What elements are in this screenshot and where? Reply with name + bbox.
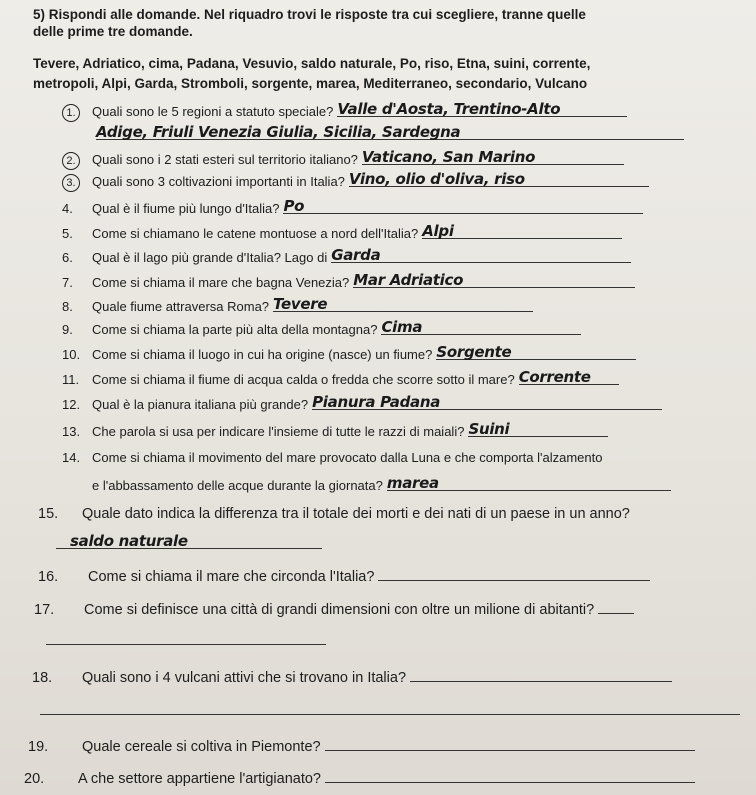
answer-line[interactable] [46,630,326,645]
handwritten-answer: Alpi [422,222,454,240]
question-number: 11. [62,372,80,387]
question-text: Quali sono i 4 vulcani attivi che si trovano in Italia? [82,670,407,686]
answer-line[interactable] [378,566,650,581]
answer-line[interactable] [436,345,636,360]
question-6 [62,248,631,265]
handwritten-answer: Pianura Padana [312,393,441,411]
question-number: 10. [62,347,81,362]
handwritten-answer: Cima [381,318,423,336]
word-bank-line-2: metropoli, Alpi, Garda, Stromboli, sorgente, marea, Mediterraneo, secondario, Vulcano [33,76,588,91]
question-text: Quali sono 3 coltivazioni importanti in Italia? [92,174,345,189]
exercise-instructions [33,6,733,40]
question-text: Come si chiama il mare che bagna Venezia? [92,275,350,290]
question-text-continuation: e l'abbassamento delle acque durante la giornata? [92,478,383,493]
question-number: 14. [62,450,81,465]
answer-line[interactable] [40,700,740,715]
question-text: Qual è la pianura italiana più grande? [92,397,309,412]
question-13 [62,422,608,439]
handwritten-answer: Mar Adriatico [353,271,464,289]
question-text: Qual è il lago più grande d'Italia? Lago di [92,250,328,265]
answer-line[interactable] [598,599,634,614]
word-bank-line-1: Tevere, Adriatico, cima, Padana, Vesuvio, saldo naturale, Po, riso, Etna, suini, corrente, [33,56,591,71]
answer-line[interactable] [331,248,631,263]
answer-line[interactable] [283,199,643,214]
question-number: 12. [62,397,81,412]
question-text: Come si definisce una città di grandi dimensioni con oltre un milione di abitanti? [84,602,595,618]
answer-line[interactable] [410,667,672,682]
question-7 [62,273,635,290]
question-text: Quali sono le 5 regioni a statuto speciale? [92,104,334,119]
question-text: Quale dato indica la differenza tra il totale dei morti e dei nati di un paese in un anno? [82,506,630,522]
question-15-answer [56,534,322,549]
answer-line[interactable] [312,395,662,410]
answer-line[interactable] [273,297,533,312]
question-1-continuation [96,125,684,140]
question-1 [62,102,627,122]
question-text: Come si chiamano le catene montuose a nord dell'Italia? [92,226,419,241]
answer-line[interactable] [349,172,649,187]
question-17-extra-line [46,630,326,645]
question-8 [62,297,533,314]
question-number: 17. [34,602,55,618]
question-text: Quale fiume attraversa Roma? [92,299,270,314]
answer-line[interactable] [325,736,695,751]
word-bank [33,54,733,94]
question-18-extra-line [40,700,740,715]
question-text: Qual è il fiume più lungo d'Italia? [92,201,280,216]
question-number: 13. [62,424,81,439]
question-17 [34,599,634,618]
question-number: 7. [62,275,73,290]
answer-line[interactable] [387,476,671,491]
handwritten-answer: Po [283,197,305,215]
handwritten-answer: Sorgente [436,343,512,361]
question-4 [62,199,643,216]
question-19 [28,736,695,755]
question-number: 1. [62,104,80,122]
question-12 [62,395,662,412]
question-9 [62,320,581,337]
question-number: 5. [62,226,73,241]
question-16 [38,566,650,585]
answer-line[interactable] [96,125,684,140]
question-2 [62,150,624,170]
question-number: 16. [38,569,59,585]
handwritten-answer: Valle d'Aosta, Trentino-Alto [337,100,561,118]
answer-line[interactable] [422,224,622,239]
handwritten-answer: Vaticano, San Marino [361,148,536,166]
answer-line[interactable] [362,150,624,165]
question-number: 15. [38,506,59,522]
answer-line[interactable] [468,422,608,437]
question-text: Quali sono i 2 stati esteri sul territorio italiano? [92,152,358,167]
question-3 [62,172,649,192]
question-20 [24,768,695,787]
question-text: Quale cereale si coltiva in Piemonte? [82,739,321,755]
question-5 [62,224,622,241]
question-number: 3. [62,174,80,192]
question-text: Che parola si usa per indicare l'insieme di tutte le razzi di maiali? [92,424,465,439]
handwritten-answer: Suini [468,420,510,438]
question-text: A che settore appartiene l'artigianato? [78,771,321,787]
question-text: Come si chiama il mare che circonda l'Italia? [88,569,375,585]
question-14 [62,450,602,465]
handwritten-answer: Tevere [273,295,328,313]
answer-line[interactable] [337,102,627,117]
handwritten-answer: Corrente [518,368,591,386]
handwritten-answer: marea [386,474,439,492]
answer-line[interactable] [353,273,635,288]
handwritten-answer: saldo naturale [70,532,188,550]
handwritten-answer: Adige, Friuli Venezia Giulia, Sicilia, Sardegna [96,123,461,141]
question-text: Come si chiama il fiume di acqua calda o fredda che scorre sotto il mare? [92,372,515,387]
question-number: 6. [62,250,73,265]
question-number: 20. [24,771,45,787]
answer-line[interactable] [519,370,619,385]
question-text: Come si chiama la parte più alta della montagna? [92,322,378,337]
handwritten-answer: Vino, olio d'oliva, riso [348,170,525,188]
question-text: Come si chiama il luogo in cui ha origine (nasce) un fiume? [92,347,433,362]
instructions-line-1: 5) Rispondi alle domande. Nel riquadro trovi le risposte tra cui scegliere, tranne quelle [33,7,586,22]
question-18 [32,667,672,686]
question-15 [38,506,630,522]
question-number: 8. [62,299,73,314]
question-10 [62,345,636,362]
question-number: 18. [32,670,53,686]
question-number: 9. [62,322,73,337]
question-number: 4. [62,201,73,216]
question-number: 2. [62,152,80,170]
question-text: Come si chiama il movimento del mare provocato dalla Luna e che comporta l'alzamento [92,450,603,465]
question-11 [62,370,619,387]
question-14-continuation [92,476,671,493]
answer-line[interactable] [325,768,695,783]
answer-line[interactable] [56,534,322,549]
handwritten-answer: Garda [331,246,381,264]
question-number: 19. [28,739,49,755]
answer-line[interactable] [381,320,581,335]
instructions-line-2: delle prime tre domande. [33,24,193,39]
